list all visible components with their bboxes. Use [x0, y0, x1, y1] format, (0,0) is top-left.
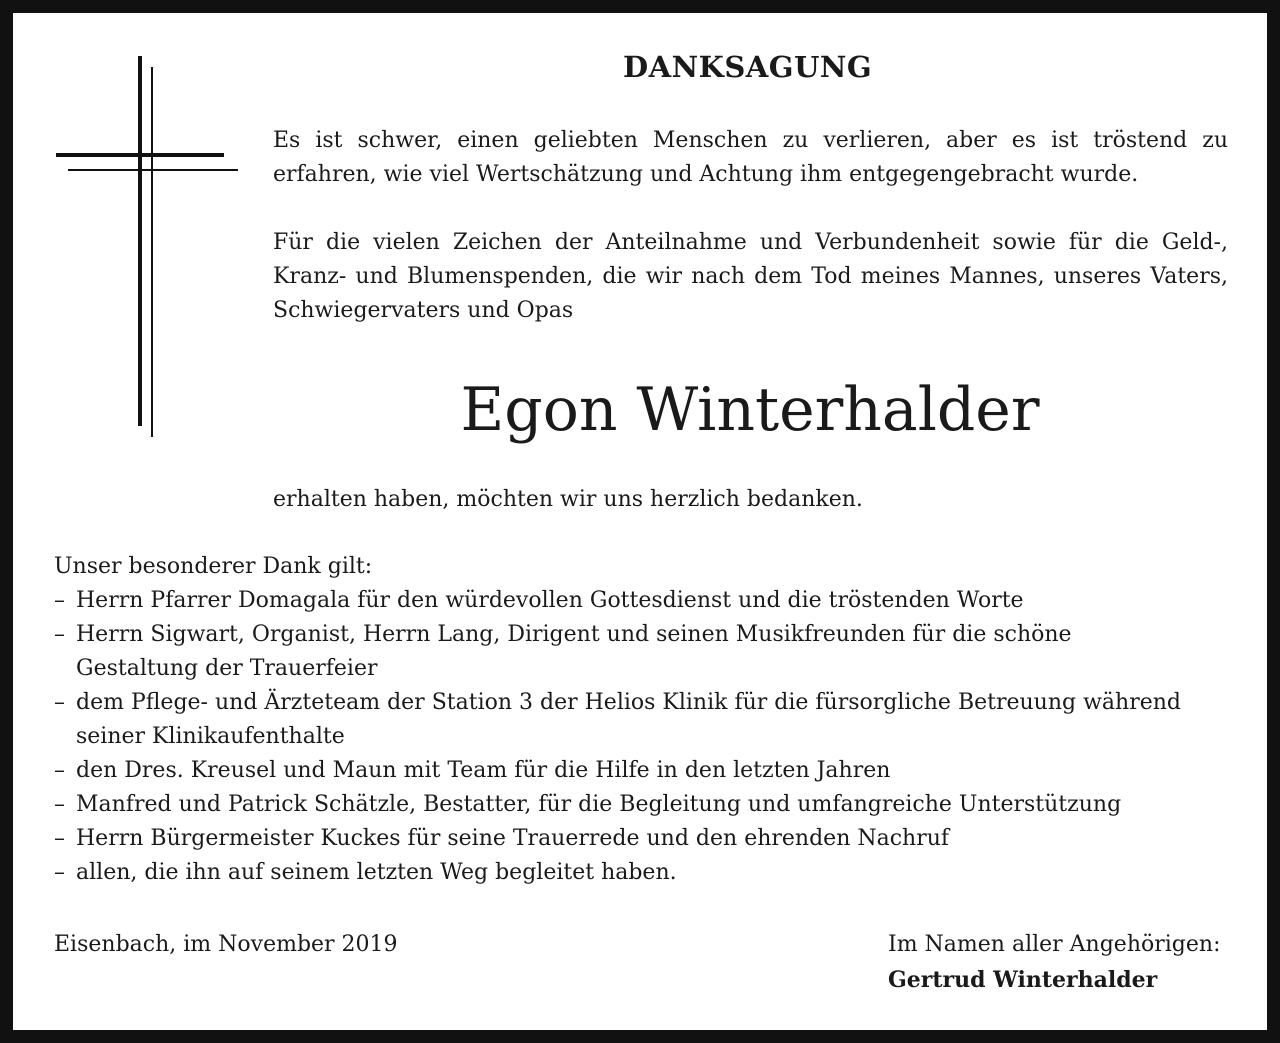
list-item: – Herrn Bürgermeister Kuckes für seine Trauerrede und den ehrenden Nachruf: [54, 822, 1181, 856]
cross-vertical-bar-thin: [151, 67, 153, 437]
list-item: – allen, die ihn auf seinem letzten Weg begleitet haben.: [54, 856, 1181, 890]
thanks-list: [54, 584, 1181, 890]
place-date: Eisenbach, im November 2019: [54, 932, 398, 957]
list-item: – Herrn Pfarrer Domagala für den würdevollen Gottesdienst und die tröstenden Worte: [54, 584, 1181, 618]
thanks-paragraph: Für die vielen Zeichen der Anteilnahme und Verbundenheit sowie für die Geld-, Kranz- und Blumenspenden, die wir nach dem Tod meines Mannes, unseres Vaters, Schwiegervaters und Opas: [273, 230, 1228, 323]
cross-horizontal-bar-thin: [68, 169, 238, 171]
cross-vertical-bar: [138, 56, 142, 426]
special-thanks-intro: Unser besonderer Dank gilt:: [54, 554, 373, 579]
list-item: – dem Pflege- und Ärzteteam der Station 3 der Helios Klinik für die fürsorgliche Betreuung während seiner Klinikaufenthalte: [54, 686, 1181, 754]
intro-paragraph: Es ist schwer, einen geliebten Menschen zu verlieren, aber es ist tröstend zu erfahren, wie viel Wertschätzung und Achtung ihm entgegengebracht wurde.: [273, 128, 1228, 187]
heading: DANKSAGUNG: [623, 50, 873, 84]
cross-horizontal-bar: [56, 153, 224, 157]
signature-name: Gertrud Winterhalder: [888, 967, 1158, 993]
list-item: – den Dres. Kreusel und Maun mit Team für die Hilfe in den letzten Jahren: [54, 754, 1181, 788]
list-item: – Herrn Sigwart, Organist, Herrn Lang, Dirigent und seinen Musikfreunden für die schöne Gestaltung der Trauerfeier: [54, 618, 1181, 686]
list-item: – Manfred und Patrick Schätzle, Bestatter, für die Begleitung und umfangreiche Unterstützung: [54, 788, 1181, 822]
closing-line: erhalten haben, möchten wir uns herzlich bedanken.: [273, 487, 863, 512]
signature-intro: Im Namen aller Angehörigen:: [888, 932, 1221, 957]
deceased-name: Egon Winterhalder: [460, 375, 1040, 445]
